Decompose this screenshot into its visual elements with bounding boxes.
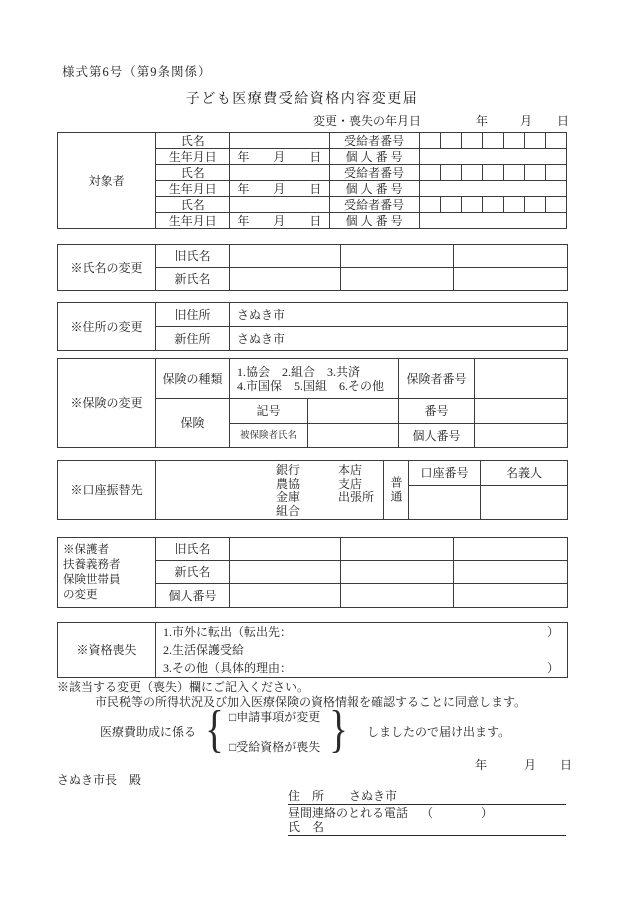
birth-label: 生年月日 — [156, 213, 230, 229]
left-brace: { — [205, 701, 224, 758]
guardian-new-name-entry[interactable] — [230, 561, 341, 584]
month-label: 月 — [520, 114, 533, 128]
recipient-no-box[interactable] — [524, 133, 545, 149]
birth-label: 生年月日 — [156, 149, 230, 165]
recipient-no-box[interactable] — [461, 133, 482, 149]
guardian-new-name-entry[interactable] — [341, 561, 454, 584]
recipient-no-box[interactable] — [419, 165, 440, 181]
guardian-old-name-label: 旧氏名 — [156, 538, 230, 561]
account-type-label: 普通 — [384, 461, 409, 520]
name-entry-1[interactable] — [230, 133, 329, 149]
consent-note: 市民税等の所得状況及び加入医療保険の資格情報を確認することに同意します。 — [95, 695, 527, 709]
guardian-personal-no-entry[interactable] — [341, 584, 454, 608]
right-brace: } — [329, 701, 348, 758]
checkbox-option-change[interactable]: □申請事項が変更 — [229, 710, 321, 724]
new-address-label: 新住所 — [156, 327, 230, 351]
address-change-label: ※住所の変更 — [58, 303, 156, 351]
name-change-label: ※氏名の変更 — [58, 245, 156, 291]
insurance-type-options-line2: 4.市国保 5.国組 6.その他 — [237, 378, 385, 393]
insurance-type-options-line1: 1.協会 2.組合 3.共済 — [237, 364, 361, 379]
birth-entry-3[interactable]: 年 月 日 — [230, 213, 329, 229]
recipient-no-box[interactable] — [419, 133, 440, 149]
address-row[interactable] — [288, 789, 566, 805]
guardian-old-name-entry[interactable] — [230, 538, 341, 561]
personal-no-entry-1[interactable] — [419, 149, 566, 165]
personal-no-entry-3[interactable] — [419, 213, 566, 229]
insurer-no-label: 保険者番号 — [399, 359, 475, 399]
guardian-change-table — [57, 537, 568, 608]
footer-year-label: 年 — [475, 758, 488, 772]
phone-label: 昼間連絡のとれる電話 — [288, 806, 409, 820]
insurance-change-table — [57, 358, 568, 448]
name-row[interactable] — [288, 820, 566, 836]
name-entry-2[interactable] — [230, 165, 329, 181]
holder-entry[interactable] — [481, 486, 568, 520]
personal-no-label: 個 人 番 号 — [329, 149, 419, 165]
recipient-no-box[interactable] — [503, 197, 524, 213]
recipient-no-label: 受給者番号 — [329, 197, 419, 213]
recipient-no-box[interactable] — [482, 197, 503, 213]
insured-name-label: 被保険者氏名 — [230, 424, 308, 448]
guardian-old-name-entry[interactable] — [454, 538, 568, 561]
entry-note: ※該当する変更（喪失）欄にご記入ください。 — [57, 680, 310, 694]
checkbox-option-loss[interactable]: □受給資格が喪失 — [229, 740, 321, 754]
year-label: 年 — [476, 114, 489, 128]
old-name-entry[interactable] — [341, 245, 454, 268]
change-date-line — [313, 112, 570, 128]
personal-no-entry-2[interactable] — [419, 181, 566, 197]
guardian-personal-no-label: 個人番号 — [156, 584, 230, 608]
recipient-no-box[interactable] — [440, 133, 461, 149]
disqualification-option-3[interactable]: 3.その他（具体的理由： ） — [163, 661, 559, 675]
name-label: 氏名 — [156, 197, 230, 213]
guardian-new-name-label: 新氏名 — [156, 561, 230, 584]
brace-prefix: 医療費助成に係る — [100, 725, 197, 739]
old-address-entry[interactable]: さぬき市 — [230, 303, 568, 327]
symbol-label: 記号 — [230, 399, 308, 424]
footer-day-label: 日 — [560, 758, 573, 772]
name-label: 氏名 — [156, 165, 230, 181]
insurer-no-entry[interactable] — [475, 359, 568, 399]
subject-label: 対象者 — [58, 133, 156, 229]
mayor-addressee: さぬき市長 殿 — [57, 773, 142, 787]
address-value: さぬき市 — [349, 789, 398, 803]
recipient-no-label: 受給者番号 — [329, 165, 419, 181]
bank-transfer-label: ※口座振替先 — [58, 461, 156, 520]
address-label: 住 所 — [288, 789, 325, 803]
disqualification-table — [57, 622, 568, 678]
new-name-entry[interactable] — [341, 268, 454, 291]
subject-table — [57, 132, 567, 229]
insurance-type-label: 保険の種類 — [156, 359, 230, 399]
footer-date-line — [460, 756, 573, 772]
recipient-no-box[interactable] — [482, 133, 503, 149]
disqualification-label: ※資格喪失 — [58, 623, 156, 678]
brace-suffix: しましたので届け出ます。 — [367, 725, 511, 739]
birth-entry-2[interactable]: 年 月 日 — [230, 181, 329, 197]
recipient-no-box[interactable] — [461, 165, 482, 181]
insurance-personal-no-label: 個人番号 — [399, 424, 475, 448]
new-name-entry[interactable] — [454, 268, 568, 291]
insurance-change-label: ※保険の変更 — [58, 359, 156, 448]
new-address-entry[interactable]: さぬき市 — [230, 327, 568, 351]
number-label: 番号 — [399, 399, 475, 424]
recipient-no-box[interactable] — [440, 165, 461, 181]
guardian-personal-no-entry[interactable] — [454, 584, 568, 608]
phone-row[interactable] — [288, 806, 566, 821]
recipient-no-box[interactable] — [461, 197, 482, 213]
change-date-label: 変更・喪失の年月日 — [313, 114, 422, 128]
recipient-no-box[interactable] — [545, 197, 566, 213]
page-title: 子ども医療費受給資格内容変更届 — [185, 92, 419, 107]
insurance-type-options[interactable] — [230, 359, 399, 399]
new-name-label: 新氏名 — [156, 268, 230, 291]
guardian-personal-no-entry[interactable] — [230, 584, 341, 608]
disqualification-option-1[interactable]: 1.市外に転出（転出先： ） — [163, 625, 559, 639]
new-name-entry[interactable] — [230, 268, 341, 291]
insurance-label: 保険 — [156, 399, 230, 448]
old-name-label: 旧氏名 — [156, 245, 230, 268]
old-address-label: 旧住所 — [156, 303, 230, 327]
guardian-change-label: ※保護者 扶養義務者 保険世帯員 の変更 — [58, 538, 156, 608]
recipient-no-box[interactable] — [419, 197, 440, 213]
old-name-entry[interactable] — [230, 245, 341, 268]
form-number: 様式第6号（第9条関係） — [62, 65, 212, 79]
account-no-label: 口座番号 — [409, 461, 481, 486]
name-change-table — [57, 244, 568, 291]
phone-paren: （ ） — [421, 806, 494, 820]
holder-label: 名義人 — [481, 461, 568, 486]
guardian-new-name-entry[interactable] — [454, 561, 568, 584]
recipient-no-box[interactable] — [503, 165, 524, 181]
old-name-entry[interactable] — [454, 245, 568, 268]
birth-entry-1[interactable]: 年 月 日 — [230, 149, 329, 165]
personal-no-label: 個 人 番 号 — [329, 181, 419, 197]
recipient-no-label: 受給者番号 — [329, 133, 419, 149]
recipient-no-box[interactable] — [503, 133, 524, 149]
insurance-personal-no-entry[interactable] — [475, 424, 568, 448]
branch-types: 本店 支店 出張所 — [338, 463, 375, 504]
name-entry-3[interactable] — [230, 197, 329, 213]
institution-types: 銀行 農協 金庫 組合 — [276, 463, 301, 518]
recipient-no-box[interactable] — [440, 197, 461, 213]
recipient-no-box[interactable] — [524, 165, 545, 181]
footer-month-label: 月 — [524, 758, 537, 772]
bank-institution-entry[interactable] — [156, 461, 384, 520]
number-entry[interactable] — [475, 399, 568, 424]
symbol-entry[interactable] — [308, 399, 399, 424]
bank-transfer-table — [57, 460, 568, 520]
guardian-old-name-entry[interactable] — [341, 538, 454, 561]
address-change-table — [57, 302, 568, 351]
name-label: 氏名 — [156, 133, 230, 149]
account-no-entry[interactable] — [409, 486, 481, 520]
recipient-no-box[interactable] — [524, 197, 545, 213]
disqualification-option-2[interactable]: 2.生活保護受給 — [163, 643, 245, 657]
recipient-no-box[interactable] — [545, 165, 566, 181]
signature-name-label: 氏 名 — [288, 820, 325, 834]
day-label: 日 — [557, 114, 570, 128]
personal-no-label: 個 人 番 号 — [329, 213, 419, 229]
insured-name-entry[interactable] — [308, 424, 399, 448]
recipient-no-box[interactable] — [545, 133, 566, 149]
birth-label: 生年月日 — [156, 181, 230, 197]
recipient-no-box[interactable] — [482, 165, 503, 181]
